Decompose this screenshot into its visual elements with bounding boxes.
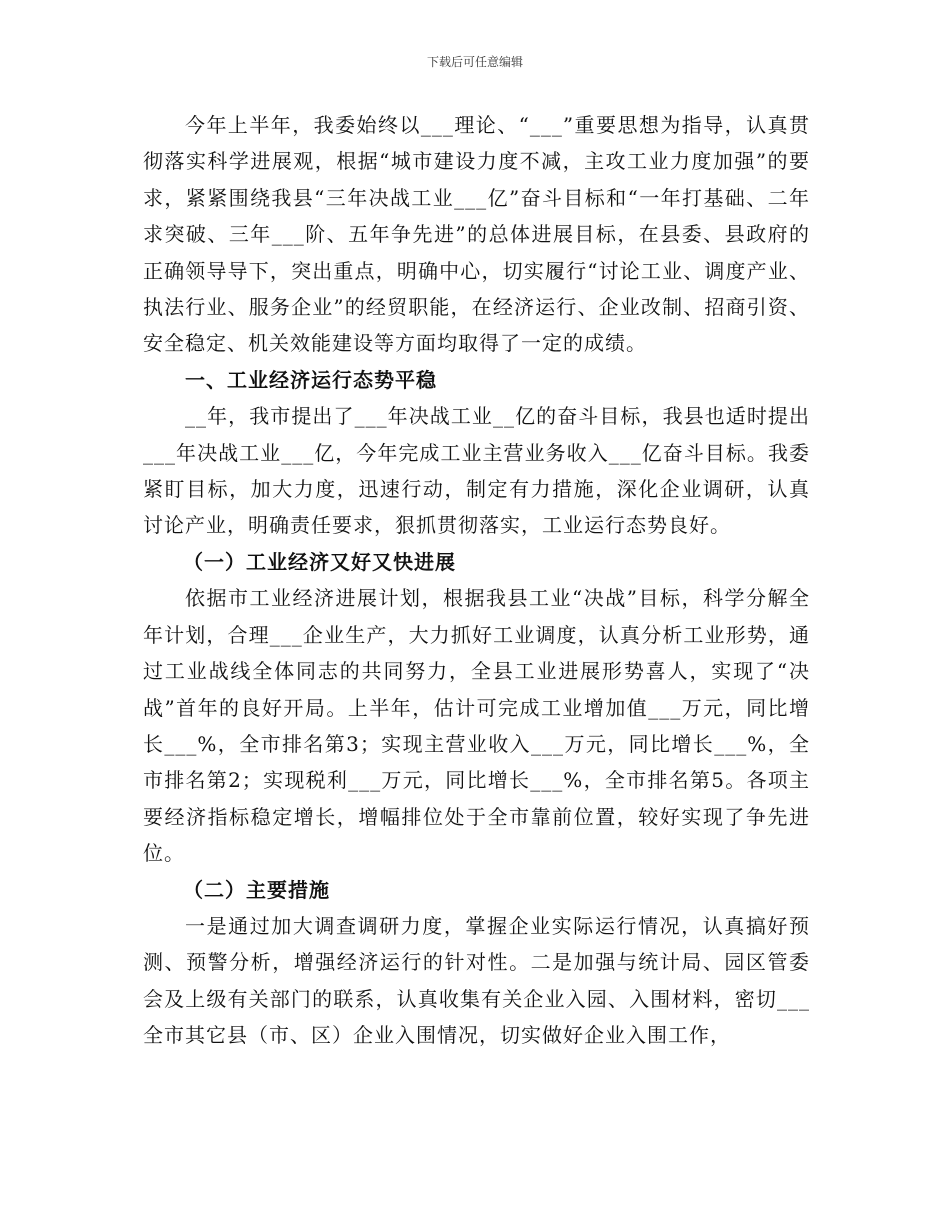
subsection-1-paragraph: 依据市工业经济进展计划，根据我县工业“决战”目标，科学分解全年计划，合理___企业生产，大力抓好工业调度，认真分析工业形势，通过工业战线全体同志的共同努力，全县工业进展形势喜人，实现了“决战”首年的良好开局。上半年，估计可完成工业增加值___万元，同比增长___%，全市排名第3；实现主营业收入___万元，同比增长___%，全市排名第2；实现税利___万元，同比增长___%，全市排名第5。各项主要经济指标稳定增长，增幅排位处于全市靠前位置，较好实现了争先进位。 — [143, 586, 810, 866]
page-header: 下载后可任意编辑 — [426, 55, 523, 69]
subsection-2-paragraph: 一是通过加大调查调研力度，掌握企业实际运行情况，认真搞好预测、预警分析，增强经济运行的针对性。二是加强与统计局、园区管委会及上级有关部门的联系，认真收集有关企业入园、入围材料，密切___全市其它县（市、区）企业入围情况，切实做好企业入围工作， — [143, 913, 810, 1048]
section-1-paragraph: __年，我市提出了___年决战工业__亿的奋斗目标，我县也适时提出___年决战工业___亿，今年完成工业主营业务收入___亿奋斗目标。我委紧盯目标，加大力度，迅速行动，制定有力措施，深化企业调研，认真讨论产业，明确责任要求，狠抓贯彻落实，工业运行态势良好。 — [143, 404, 810, 538]
section-1-heading: 一、工业经济运行态势平稳 — [185, 367, 437, 392]
subsection-1-heading: （一）工业经济又好又快进展 — [183, 549, 456, 574]
document-body — [143, 107, 810, 1054]
subsection-2-heading: （二）主要措施 — [183, 877, 330, 902]
intro-paragraph: 今年上半年，我委始终以___理论、“___”重要思想为指导，认真贯彻落实科学进展观，根据“城市建设力度不减，主攻工业力度加强”的要求，紧紧围绕我县“三年决战工业___亿”奋斗目标和“一年打基础、二年求突破、三年___阶、五年争先进”的总体进展目标，在县委、县政府的正确领导导下，突出重点，明确中心，切实履行“讨论工业、调度产业、执法行业、服务企业”的经贸职能，在经济运行、企业改制、招商引资、安全稳定、机关效能建设等方面均取得了一定的成绩。 — [143, 113, 810, 356]
